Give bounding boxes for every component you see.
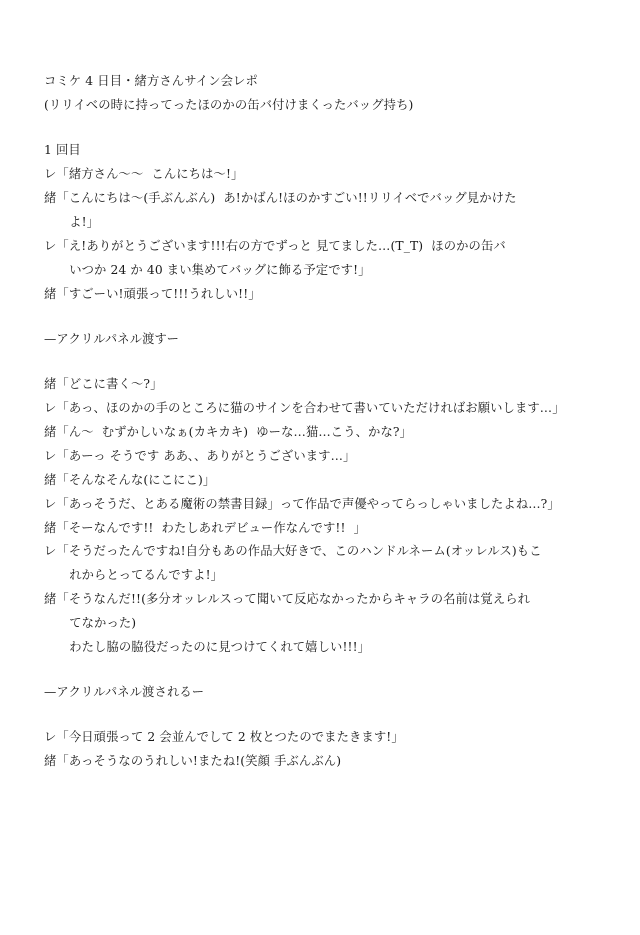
dialogue-line: 緒「あっそうなのうれしい!またね!(笑顔 手ぶんぶん) [44, 754, 342, 769]
dialogue-line: レ「今日頑張って 2 会並んでして 2 枚とつたのでまたきます!」 [44, 730, 404, 745]
document-body [44, 70, 596, 774]
dialogue-line-continuation: わたし脇の脇役だったのに見つけてくれて嬉しい!!!」 [69, 640, 371, 655]
dialogue-line: レ「あっそうだ、とある魔術の禁書目録」って作品で声優やってらっしゃいましたよね…?」 [44, 496, 560, 511]
dialogue-line: 緒「すごーい!頑張って!!!うれしい!!」 [44, 286, 261, 301]
title-line: コミケ 4 日目・緒方さんサイン会レポ [44, 74, 258, 88]
dialogue-line-continuation: よ!」 [69, 214, 100, 229]
spacer [44, 660, 596, 681]
dialogue-line: レ「あっ、ほのかの手のところに猫のサインを合わせて書いていただければお願いします…」 [44, 400, 565, 415]
dialogue-line: レ「緒方さん〜〜 こんにちは〜!」 [44, 166, 244, 181]
dialogue-line: 緒「そーなんです!! わたしあれデビュー作なんです!! 」 [44, 520, 367, 535]
section-three [44, 726, 596, 774]
stage-direction-panel-returned: —アクリルパネル渡されるー [44, 685, 205, 700]
dialogue-line: 緒「こんにちは〜(手ぶんぶん) あ!かばん!ほのかすごい!!リリイベでバッグ見かけた [44, 190, 517, 205]
subtitle-line: (リリイベの時に持ってったほのかの缶バ付けまくったバッグ持ち) [44, 97, 414, 112]
dialogue-line: 緒「そんなそんな(にこにこ)」 [44, 472, 216, 487]
section-two [44, 373, 596, 661]
dialogue-line: 緒「そうなんだ!!(多分オッレルスって聞いて反応なかったからキャラの名前は覚えられ [44, 592, 531, 607]
spacer [44, 705, 596, 726]
stage-direction-handing-panel: —アクリルパネル渡すー [44, 331, 180, 346]
dialogue-line-continuation: れからとってるんですよ!」 [69, 568, 224, 583]
section-one [44, 139, 596, 307]
dialogue-line-continuation: てなかった) [69, 616, 137, 631]
section-one-heading: 1 回目 [44, 142, 81, 157]
dialogue-line: 緒「どこに書く〜?」 [44, 376, 163, 391]
spacer [44, 307, 596, 328]
dialogue-line: レ「そうだったんですね!自分もあの作品大好きで、このハンドルネーム(オッレルス)もこ [44, 544, 542, 559]
spacer [44, 118, 596, 139]
dialogue-line: レ「え!ありがとうございます!!!右の方でずっと 見てました…(T_T) ほのかの缶バ [44, 238, 506, 253]
dialogue-line: レ「あーっ そうです ああ、、ありがとうございます…」 [44, 448, 356, 463]
title-block [44, 70, 596, 118]
dialogue-line: 緒「ん〜 むずかしいなぁ(カキカキ) ゆーな…猫…こう、かな?」 [44, 424, 413, 439]
dialogue-line-continuation: いつか 24 か 40 まい集めてバッグに飾る予定です!」 [69, 262, 371, 277]
spacer [44, 352, 596, 373]
